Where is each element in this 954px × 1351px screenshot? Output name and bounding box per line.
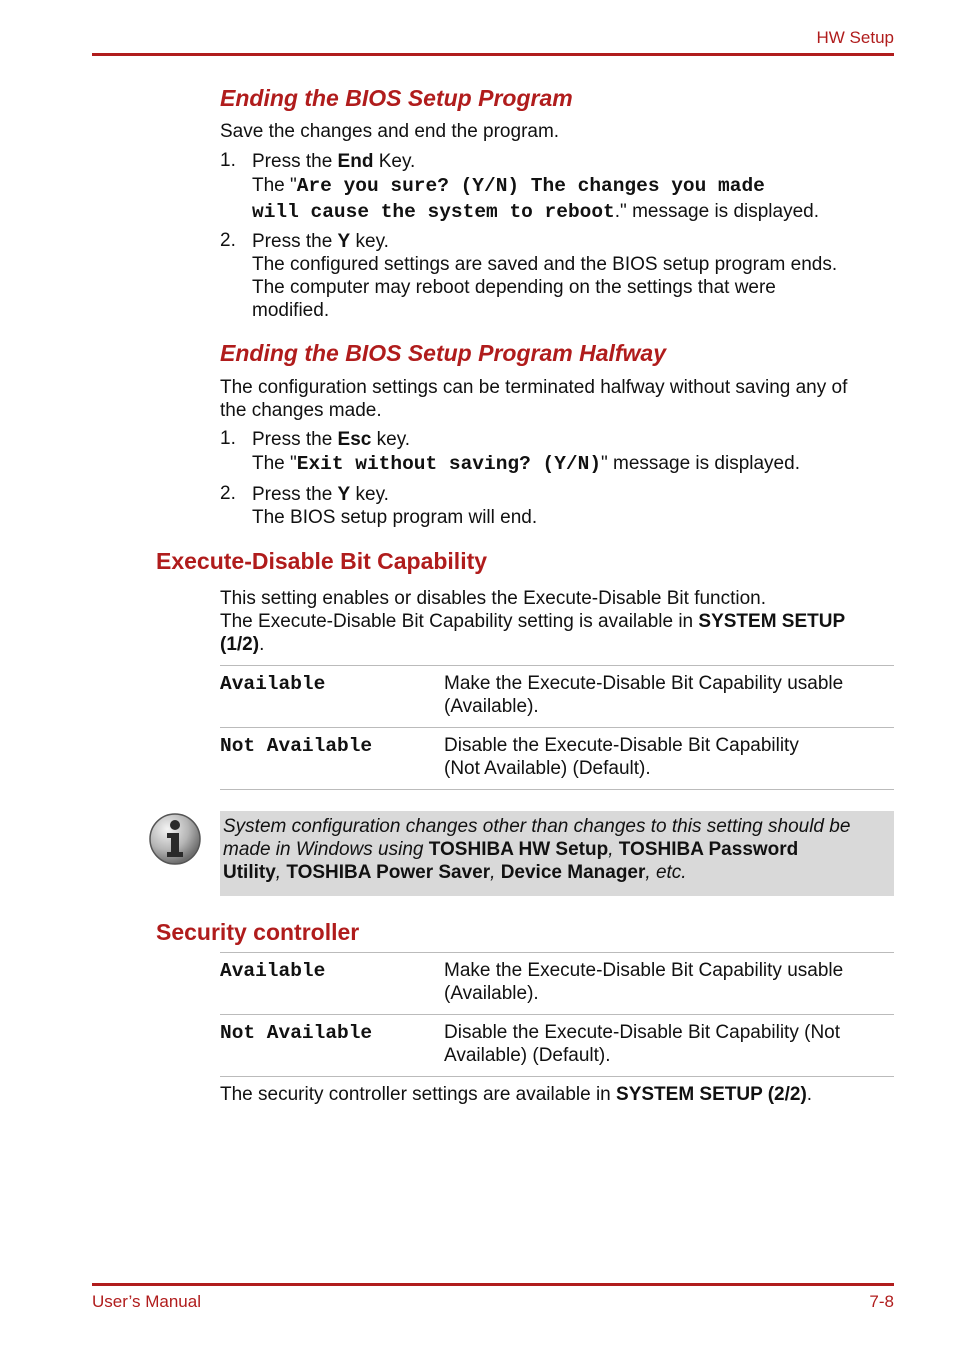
section-heading-security-controller: Security controller [156,919,360,945]
message-code: will cause the system to reboot [252,201,615,223]
running-header: HW Setup [816,28,894,47]
note-box: System configuration changes other than changes to this setting should be made in Windows using TOSHIBA HW Setup, TOSHIBA Password Utility, TOSHIBA Power Saver, Device Manager, etc. [220,811,894,896]
section-intro: The configuration settings can be terminated halfway without saving any of the changes made. [220,377,848,421]
section-heading-ending-bios: Ending the BIOS Setup Program [220,85,573,111]
footer-manual-title: User’s Manual [92,1292,201,1311]
table-row: Not Available Disable the Execute-Disable Bit Capability (Not Available) (Default). [220,728,894,790]
list-number: 1. [220,428,236,449]
table-row: Not Available Disable the Execute-Disable Bit Capability (Not Available) (Default). [220,1015,894,1077]
section-intro: Save the changes and end the program. [220,121,560,142]
key-name: End [337,151,374,172]
table-row: Available Make the Execute-Disable Bit Capability usable (Available). [220,953,894,1015]
footer-rule [92,1283,894,1286]
table-row: Available Make the Execute-Disable Bit Capability usable (Available). [220,666,894,728]
list-number: 2. [220,230,236,251]
option-name: Available [220,673,326,695]
list-item: 2. Press the Y key. The BIOS setup program will end. [220,483,538,528]
security-controller-footnote: The security controller settings are available in SYSTEM SETUP (2/2). [220,1084,813,1105]
option-name: Available [220,960,326,982]
key-name: Y [337,484,351,505]
options-table-security-controller [220,952,894,1077]
page-number: 7-8 [869,1292,894,1311]
section-heading-execute-disable: Execute-Disable Bit Capability [156,548,488,574]
key-name: Esc [337,429,372,450]
info-icon [148,812,202,866]
key-name: Y [337,231,351,252]
list-item: 2. Press the Y key. The configured settings are saved and the BIOS setup program ends. The computer may reboot depending on the settings that were modified. [220,230,838,321]
list-number: 1. [220,150,236,171]
header-rule [92,53,894,56]
option-name: Not Available [220,1022,373,1044]
message-code: Are you sure? (Y/N) The changes you made [296,175,765,197]
list-number: 2. [220,483,236,504]
list-item: 1. Press the End Key. The "Are you sure? (Y/N) The changes you made will cause the system to reboot." message is displayed. [220,150,819,223]
options-table-execute-disable [220,665,894,790]
section-heading-ending-bios-halfway: Ending the BIOS Setup Program Halfway [220,340,667,366]
section-description: This setting enables or disables the Execute-Disable Bit function. The Execute-Disable Bit Capability setting is available in SYSTEM SETUP (1/2). [220,588,846,655]
list-item: 1. Press the Esc key. The "Exit without saving? (Y/N)" message is displayed. [220,428,800,475]
option-name: Not Available [220,735,373,757]
message-code: Exit without saving? (Y/N) [296,453,602,475]
